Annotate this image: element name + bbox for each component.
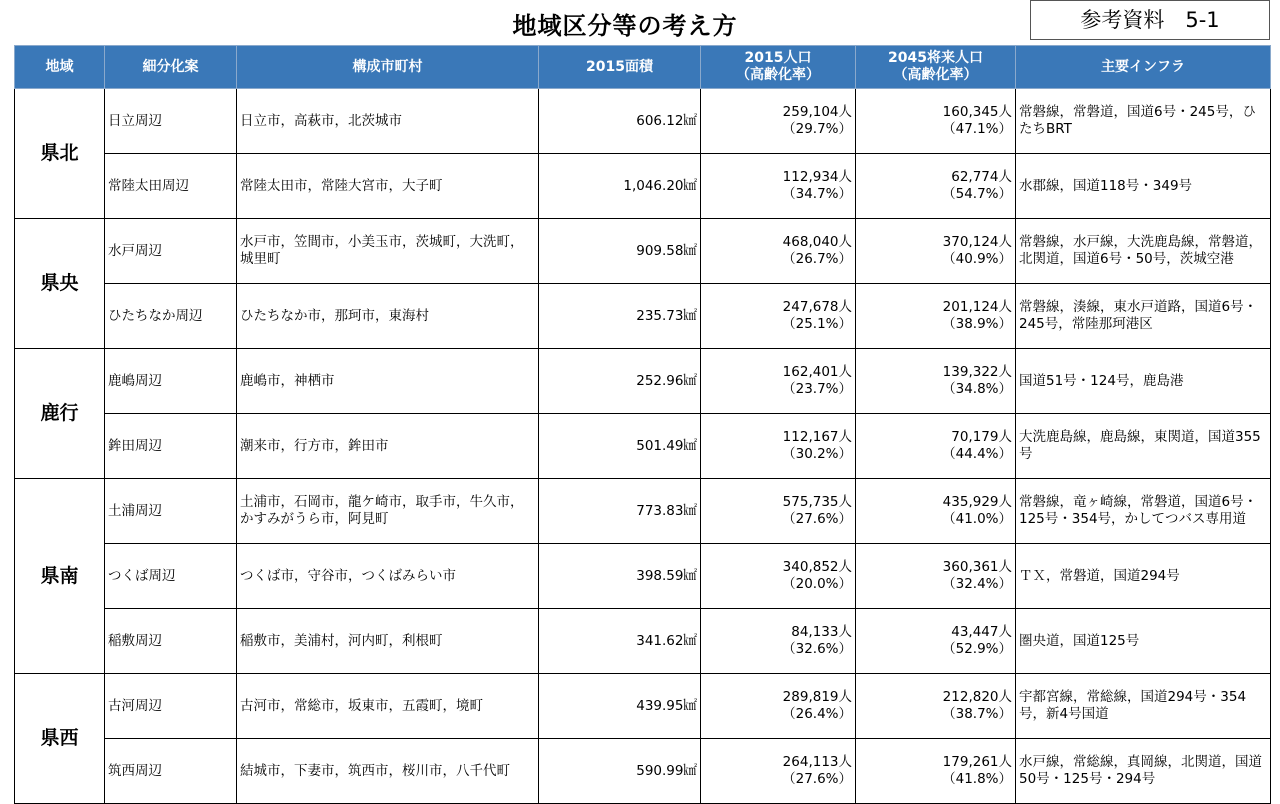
municipalities-cell: 結城市，下妻市，筑西市，桜川市，八千代町 xyxy=(237,739,539,804)
infra-cell: 大洗鹿島線，鹿島線，東関道，国道355号 xyxy=(1016,414,1271,479)
table-row xyxy=(15,219,1271,284)
rate2045-value: （38.7%） xyxy=(942,706,1012,722)
subdivision-cell: 日立周辺 xyxy=(105,89,237,154)
area-cell: 773.83㎢ xyxy=(539,479,701,544)
subdivision-cell: ひたちなか周辺 xyxy=(105,284,237,349)
infra-cell: 常磐線，常磐道，国道6号・245号，ひたちBRT xyxy=(1016,89,1271,154)
pop2015-cell xyxy=(701,674,856,739)
infra-cell: 常磐線，水戸線，大洗鹿島線，常磐道，北関道，国道6号・50号，茨城空港 xyxy=(1016,219,1271,284)
table-row xyxy=(15,154,1271,219)
reference-label: 参考資料 5-1 xyxy=(1030,0,1270,40)
pop2045-value: 435,929人 xyxy=(942,494,1012,510)
header-subdivision: 細分化案 xyxy=(105,46,237,89)
municipalities-cell: 水戸市，笠間市，小美玉市，茨城町，大洗町，城里町 xyxy=(237,219,539,284)
pop2015-cell xyxy=(701,609,856,674)
header-pop2015-line2: （高齢化率） xyxy=(736,67,820,83)
area-cell: 235.73㎢ xyxy=(539,284,701,349)
subdivision-cell: 稲敷周辺 xyxy=(105,609,237,674)
rate2015-value: （34.7%） xyxy=(782,186,852,202)
pop2015-cell xyxy=(701,349,856,414)
pop2015-value: 575,735人 xyxy=(782,494,852,510)
municipalities-cell: ひたちなか市，那珂市，東海村 xyxy=(237,284,539,349)
table-row xyxy=(15,479,1271,544)
rate2045-value: （38.9%） xyxy=(942,316,1012,332)
header-pop2015 xyxy=(701,46,856,89)
header-municipalities: 構成市町村 xyxy=(237,46,539,89)
table-row xyxy=(15,739,1271,804)
pop2015-cell xyxy=(701,414,856,479)
pop2045-cell xyxy=(856,674,1016,739)
pop2045-value: 201,124人 xyxy=(942,299,1012,315)
pop2045-cell xyxy=(856,89,1016,154)
pop2045-value: 70,179人 xyxy=(951,429,1012,445)
pop2015-cell xyxy=(701,89,856,154)
pop2015-value: 162,401人 xyxy=(782,364,852,380)
rate2045-value: （44.4%） xyxy=(942,446,1012,462)
pop2045-cell xyxy=(856,544,1016,609)
rate2015-value: （30.2%） xyxy=(782,446,852,462)
pop2015-value: 84,133人 xyxy=(791,624,852,640)
subdivision-cell: つくば周辺 xyxy=(105,544,237,609)
municipalities-cell: 潮来市，行方市，鉾田市 xyxy=(237,414,539,479)
pop2045-value: 370,124人 xyxy=(942,234,1012,250)
rate2045-value: （41.8%） xyxy=(942,771,1012,787)
pop2045-value: 212,820人 xyxy=(942,689,1012,705)
rate2045-value: （52.9%） xyxy=(942,641,1012,657)
municipalities-cell: つくば市，守谷市，つくばみらい市 xyxy=(237,544,539,609)
header-pop2045-line1: 2045将来人口 xyxy=(888,50,983,66)
table-row xyxy=(15,674,1271,739)
table-row xyxy=(15,284,1271,349)
area-cell: 341.62㎢ xyxy=(539,609,701,674)
area-cell: 1,046.20㎢ xyxy=(539,154,701,219)
pop2015-cell xyxy=(701,544,856,609)
rate2045-value: （40.9%） xyxy=(942,251,1012,267)
area-cell: 606.12㎢ xyxy=(539,89,701,154)
rate2015-value: （23.7%） xyxy=(782,381,852,397)
pop2015-value: 340,852人 xyxy=(782,559,852,575)
rate2015-value: （27.6%） xyxy=(782,511,852,527)
pop2045-value: 139,322人 xyxy=(942,364,1012,380)
area-cell: 501.49㎢ xyxy=(539,414,701,479)
pop2045-cell xyxy=(856,349,1016,414)
rate2045-value: （54.7%） xyxy=(942,186,1012,202)
area-cell: 590.99㎢ xyxy=(539,739,701,804)
pop2045-cell xyxy=(856,284,1016,349)
subdivision-cell: 土浦周辺 xyxy=(105,479,237,544)
municipalities-cell: 古河市，常総市，坂東市，五霞町，境町 xyxy=(237,674,539,739)
pop2045-value: 62,774人 xyxy=(951,169,1012,185)
infra-cell: 常磐線，湊線，東水戸道路，国道6号・245号，常陸那珂港区 xyxy=(1016,284,1271,349)
subdivision-cell: 鹿嶋周辺 xyxy=(105,349,237,414)
infra-cell: 常磐線，竜ヶ崎線，常磐道，国道6号・125号・354号，かしてつバス専用道 xyxy=(1016,479,1271,544)
rate2015-value: （32.6%） xyxy=(782,641,852,657)
header-region: 地域 xyxy=(15,46,105,89)
pop2015-cell xyxy=(701,219,856,284)
region-cell: 県西 xyxy=(15,674,105,804)
pop2015-value: 112,934人 xyxy=(782,169,852,185)
pop2045-value: 160,345人 xyxy=(942,104,1012,120)
pop2045-value: 43,447人 xyxy=(951,624,1012,640)
subdivision-cell: 古河周辺 xyxy=(105,674,237,739)
infra-cell: 水戸線，常総線，真岡線，北関道，国道50号・125号・294号 xyxy=(1016,739,1271,804)
pop2045-cell xyxy=(856,739,1016,804)
rate2045-value: （41.0%） xyxy=(942,511,1012,527)
area-cell: 398.59㎢ xyxy=(539,544,701,609)
pop2015-value: 259,104人 xyxy=(782,104,852,120)
pop2045-cell xyxy=(856,609,1016,674)
header-pop2015-line1: 2015人口 xyxy=(744,50,812,66)
header-area: 2015面積 xyxy=(539,46,701,89)
subdivision-cell: 筑西周辺 xyxy=(105,739,237,804)
subdivision-cell: 鉾田周辺 xyxy=(105,414,237,479)
header-pop2045 xyxy=(856,46,1016,89)
pop2015-value: 289,819人 xyxy=(782,689,852,705)
infra-cell: 国道51号・124号，鹿島港 xyxy=(1016,349,1271,414)
region-cell: 県南 xyxy=(15,479,105,674)
page-title: 地域区分等の考え方 xyxy=(512,12,738,40)
table-row xyxy=(15,544,1271,609)
header-pop2045-line2: （高齢化率） xyxy=(893,67,978,83)
municipalities-cell: 日立市，高萩市，北茨城市 xyxy=(237,89,539,154)
infra-cell: ＴＸ，常磐道，国道294号 xyxy=(1016,544,1271,609)
table-row xyxy=(15,349,1271,414)
municipalities-cell: 稲敷市，美浦村，河内町，利根町 xyxy=(237,609,539,674)
pop2045-cell xyxy=(856,219,1016,284)
pop2045-cell xyxy=(856,479,1016,544)
pop2015-value: 264,113人 xyxy=(782,754,852,770)
municipalities-cell: 鹿嶋市，神栖市 xyxy=(237,349,539,414)
pop2045-cell xyxy=(856,154,1016,219)
table-header-row xyxy=(15,46,1271,89)
table-row xyxy=(15,609,1271,674)
pop2045-value: 360,361人 xyxy=(942,559,1012,575)
subdivision-cell: 水戸周辺 xyxy=(105,219,237,284)
pop2015-value: 247,678人 xyxy=(782,299,852,315)
area-cell: 439.95㎢ xyxy=(539,674,701,739)
rate2015-value: （20.0%） xyxy=(782,576,852,592)
region-cell: 鹿行 xyxy=(15,349,105,479)
pop2015-cell xyxy=(701,739,856,804)
pop2015-cell xyxy=(701,284,856,349)
rate2045-value: （34.8%） xyxy=(942,381,1012,397)
municipalities-cell: 土浦市，石岡市，龍ケ崎市，取手市，牛久市，かすみがうら市，阿見町 xyxy=(237,479,539,544)
subdivision-cell: 常陸太田周辺 xyxy=(105,154,237,219)
infra-cell: 宇都宮線，常総線，国道294号・354号，新4号国道 xyxy=(1016,674,1271,739)
infra-cell: 水郡線，国道118号・349号 xyxy=(1016,154,1271,219)
pop2045-value: 179,261人 xyxy=(942,754,1012,770)
rate2045-value: （32.4%） xyxy=(942,576,1012,592)
region-cell: 県央 xyxy=(15,219,105,349)
rate2015-value: （27.6%） xyxy=(782,771,852,787)
infra-cell: 圏央道，国道125号 xyxy=(1016,609,1271,674)
table-row xyxy=(15,414,1271,479)
pop2015-cell xyxy=(701,154,856,219)
rate2015-value: （25.1%） xyxy=(782,316,852,332)
region-table xyxy=(14,45,1271,804)
pop2015-value: 112,167人 xyxy=(782,429,852,445)
rate2015-value: （26.7%） xyxy=(782,251,852,267)
rate2015-value: （26.4%） xyxy=(782,706,852,722)
rate2015-value: （29.7%） xyxy=(782,121,852,137)
header-infra: 主要インフラ xyxy=(1016,46,1271,89)
pop2045-cell xyxy=(856,414,1016,479)
pop2015-value: 468,040人 xyxy=(782,234,852,250)
municipalities-cell: 常陸太田市，常陸大宮市，大子町 xyxy=(237,154,539,219)
area-cell: 909.58㎢ xyxy=(539,219,701,284)
area-cell: 252.96㎢ xyxy=(539,349,701,414)
region-cell: 県北 xyxy=(15,89,105,219)
rate2045-value: （47.1%） xyxy=(942,121,1012,137)
pop2015-cell xyxy=(701,479,856,544)
table-row xyxy=(15,89,1271,154)
